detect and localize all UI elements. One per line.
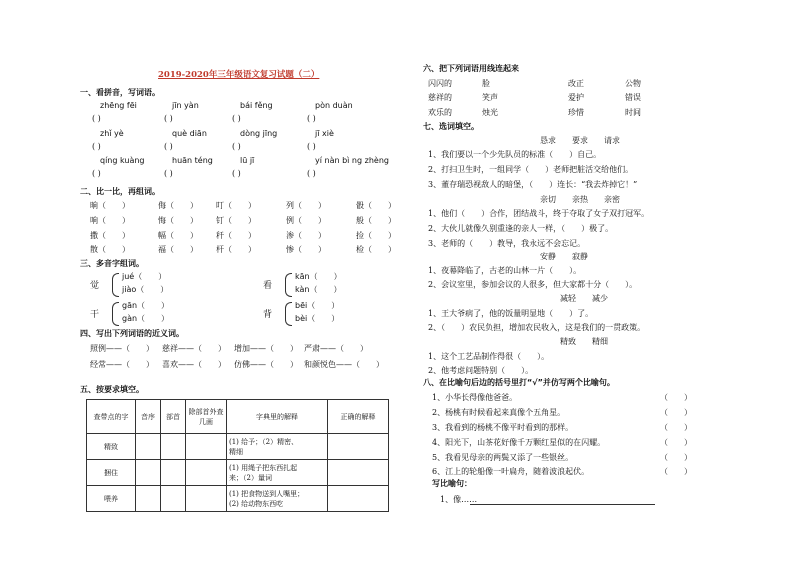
answer-blank[interactable]: ( ): [307, 169, 316, 178]
table-cell-word: 捆住: [87, 460, 136, 486]
compare-item: 渗（ ）: [286, 231, 326, 240]
polyphone-reading: jué（ ）: [122, 272, 167, 281]
table-cell-definition: (1) 给予；（2）精密、 精细: [227, 434, 328, 460]
section-8-heading: 八、在比喻句后边的括号里打“√”并仿写两个比喻句。: [423, 378, 615, 387]
pinyin-prompt: huān téng: [172, 156, 213, 165]
word-choices: 精致 精细: [560, 337, 608, 346]
answer-blank[interactable]: ( ): [92, 114, 101, 123]
compare-item: 叮（ ）: [216, 201, 256, 210]
check-blank[interactable]: （ ）: [660, 423, 692, 432]
table-cell-blank[interactable]: [136, 434, 161, 460]
metaphor-sentence: 1、小华长得像他爸爸。: [432, 393, 518, 402]
pinyin-prompt: lū jī: [240, 156, 255, 165]
fill-sentence: 1、王大爷病了，他的饭量明显地（ ）了。: [428, 309, 594, 318]
table-cell-blank[interactable]: [136, 460, 161, 486]
table-header: 部首: [161, 400, 186, 434]
pinyin-prompt: jīn yàn: [172, 101, 199, 110]
check-blank[interactable]: （ ）: [660, 467, 692, 476]
compare-item: 侮（ ）: [158, 201, 198, 210]
table-cell-blank[interactable]: [328, 434, 389, 460]
polyphone-char: 干: [90, 310, 100, 320]
compare-item: 般（ ）: [356, 216, 396, 225]
polyphone-reading: jiào（ ）: [122, 285, 169, 294]
answer-blank[interactable]: ( ): [164, 169, 173, 178]
pinyin-prompt: bái fěng: [240, 101, 273, 110]
answer-blank[interactable]: ( ): [164, 142, 173, 151]
section-3-heading: 三、多音字组词。: [80, 259, 144, 268]
compare-item: 捡（ ）: [356, 231, 396, 240]
table-row: [87, 460, 389, 486]
table-cell-definition: (1) 用绳子把东西扎起 来；（2）量词: [227, 460, 328, 486]
table-cell-blank[interactable]: [186, 434, 227, 460]
table-row: [87, 434, 389, 460]
compare-item: 例（ ）: [286, 216, 326, 225]
matching-word[interactable]: 公物: [625, 79, 641, 88]
section-5-heading: 五、按要求填空。: [80, 385, 144, 394]
answer-blank[interactable]: ( ): [307, 114, 316, 123]
check-blank[interactable]: （ ）: [660, 438, 692, 447]
write-metaphor-heading: 写比喻句：: [432, 479, 472, 488]
compare-item: 惨（ ）: [286, 245, 326, 254]
section-2-heading: 二、比一比，再组词。: [80, 187, 160, 196]
fill-sentence: 1、这个工艺品制作得很（ ）。: [428, 352, 550, 361]
answer-blank[interactable]: ( ): [92, 169, 101, 178]
synonym-item: 严肃——（ ）: [304, 344, 368, 353]
metaphor-sentence: 4、阳光下，山茶花好像千万颗红星似的在闪耀。: [432, 438, 606, 447]
table-cell-blank[interactable]: [136, 486, 161, 512]
table-cell-blank[interactable]: [328, 486, 389, 512]
metaphor-sentence: 2、杨桃有时候看起来真像个五角星。: [432, 408, 566, 417]
answer-blank[interactable]: ( ): [232, 142, 241, 151]
fill-sentence: 2、（ ）农民负担，增加农民收入，这是我们的一贯政策。: [428, 323, 646, 332]
brace-icon: [112, 273, 119, 297]
check-blank[interactable]: （ ）: [660, 453, 692, 462]
matching-word[interactable]: 改正: [568, 79, 584, 88]
word-choices: 亲切 亲热 亲密: [540, 195, 620, 204]
pinyin-prompt: qíng kuàng: [100, 156, 145, 165]
pinyin-prompt: què diān: [172, 129, 207, 138]
metaphor-sentence: 6、江上的轮船像一叶扁舟，随着波浪起伏。: [432, 467, 590, 476]
matching-word[interactable]: 脸: [482, 79, 490, 88]
compare-item: 杆（ ）: [216, 245, 256, 254]
table-cell-blank[interactable]: [161, 434, 186, 460]
brace-icon: [112, 302, 119, 326]
write-metaphor-line[interactable]: [470, 504, 655, 505]
word-choices: 恳求 要求 请求: [540, 136, 620, 145]
matching-word[interactable]: 笑声: [482, 93, 498, 102]
matching-word[interactable]: 错误: [625, 93, 641, 102]
fill-sentence: 2、会议室里，参加会议的人很多，但大家都十分（ ）。: [428, 280, 638, 289]
table-header: 正确的解释: [328, 400, 389, 434]
polyphone-reading: bēi（ ）: [295, 301, 340, 310]
page-title: 2019-2020年三年级语文复习试题（二）: [158, 70, 320, 80]
table-cell-blank[interactable]: [161, 486, 186, 512]
synonym-item: 增加——（ ）: [234, 344, 298, 353]
section-4-heading: 四、写出下列词语的近义词。: [80, 329, 184, 338]
fill-sentence: 2、打扫卫生时，一组同学（ ）老师把脏活交给他们。: [428, 165, 634, 174]
dictionary-table: [86, 399, 389, 512]
compare-item: 骰（ ）: [356, 201, 396, 210]
brace-icon: [285, 273, 292, 297]
pinyin-prompt: yí nàn bì ng zhèng: [315, 156, 389, 165]
fill-sentence: 2、大伙儿就像久别重逢的亲人一样，（ ）极了。: [428, 224, 614, 233]
matching-word[interactable]: 烛光: [482, 108, 498, 117]
polyphone-char: 觉: [90, 281, 100, 291]
compare-item: 秆（ ）: [216, 231, 256, 240]
polyphone-char: 看: [263, 281, 273, 291]
fill-sentence: 3、老师的（ ）教导，我永远不会忘记。: [428, 239, 586, 248]
matching-word[interactable]: 慈祥的: [428, 93, 452, 102]
check-blank[interactable]: （ ）: [660, 408, 692, 417]
table-cell-blank[interactable]: [186, 460, 227, 486]
table-cell-word: 精致: [87, 434, 136, 460]
section-1-heading: 一、看拼音，写词语。: [80, 88, 160, 97]
compare-item: 检（ ）: [356, 245, 396, 254]
table-header: 除部首外查几画: [186, 400, 227, 434]
table-row: [87, 486, 389, 512]
synonym-item: 慈祥——（ ）: [162, 344, 226, 353]
polyphone-char: 背: [263, 310, 273, 320]
table-header: 音序: [136, 400, 161, 434]
word-choices: 安静 寂静: [540, 252, 588, 261]
table-header: 查带点的字: [87, 400, 136, 434]
polyphone-reading: kān（ ）: [295, 272, 342, 281]
pinyin-prompt: zhǐ yè: [100, 129, 124, 138]
compare-item: 响（ ）: [90, 216, 130, 225]
pinyin-prompt: pòn duàn: [315, 101, 353, 110]
write-metaphor-prefix: 1、像……: [440, 495, 478, 504]
metaphor-sentence: 5、我看见母亲的两鬓又添了一些银丝。: [432, 453, 574, 462]
table-cell-blank[interactable]: [161, 460, 186, 486]
check-blank[interactable]: （ ）: [660, 393, 692, 402]
matching-word[interactable]: 珍惜: [568, 108, 584, 117]
section-7-heading: 七、选词填空。: [423, 122, 479, 131]
synonym-item: 照例——（ ）: [90, 344, 154, 353]
compare-item: 幅（ ）: [158, 231, 198, 240]
section-6-heading: 六、把下列词语用线连起来: [423, 64, 519, 73]
table-header: 字典里的解释: [227, 400, 328, 434]
synonym-item: 经常——（ ）: [90, 360, 154, 369]
compare-item: 列（ ）: [286, 201, 326, 210]
fill-sentence: 3、董存瑞恐视敌人的暗堡，（ ）连长：“我去炸掉它！”: [428, 180, 638, 189]
fill-sentence: 2、他考虑问题特别（ ）。: [428, 366, 534, 375]
answer-blank[interactable]: ( ): [92, 142, 101, 151]
compare-item: 福（ ）: [158, 245, 198, 254]
compare-item: 悔（ ）: [158, 216, 198, 225]
table-cell-blank[interactable]: [328, 460, 389, 486]
matching-word[interactable]: 爱护: [568, 93, 584, 102]
answer-blank[interactable]: ( ): [164, 114, 173, 123]
matching-word[interactable]: 时间: [625, 108, 641, 117]
compare-item: 撒（ ）: [90, 231, 130, 240]
table-cell-definition: (1) 把食物送到人嘴里； (2) 给动物东西吃: [227, 486, 328, 512]
word-choices: 减轻 减少: [560, 294, 608, 303]
answer-blank[interactable]: ( ): [232, 169, 241, 178]
polyphone-reading: gān（ ）: [122, 301, 170, 310]
matching-word[interactable]: 闪闪的: [428, 79, 452, 88]
compare-item: 散（ ）: [90, 245, 130, 254]
metaphor-sentence: 3、我看到的杨桃不像平时看到的那样。: [432, 423, 574, 432]
pinyin-prompt: dòng jīng: [240, 129, 278, 138]
table-cell-word: 喂养: [87, 486, 136, 512]
fill-sentence: 1、他们（ ）合作，团结战斗，终于夺取了女子双打冠军。: [428, 209, 650, 218]
answer-blank[interactable]: ( ): [307, 142, 316, 151]
pinyin-prompt: jī xiè: [315, 129, 334, 138]
compare-item: 钉（ ）: [216, 216, 256, 225]
synonym-item: 和颜悦色——（ ）: [304, 360, 384, 369]
polyphone-reading: gàn（ ）: [122, 314, 170, 323]
fill-sentence: 1、我们要以一个少先队员的标准（ ）自己。: [428, 150, 602, 159]
pinyin-prompt: zhēng fēi: [100, 101, 137, 110]
table-cell-blank[interactable]: [186, 486, 227, 512]
brace-icon: [285, 302, 292, 326]
answer-blank[interactable]: ( ): [232, 114, 241, 123]
polyphone-reading: bèi（ ）: [295, 314, 340, 323]
synonym-item: 喜欢——（ ）: [162, 360, 226, 369]
synonym-item: 仿佛——（ ）: [234, 360, 298, 369]
polyphone-reading: kàn（ ）: [295, 285, 342, 294]
matching-word[interactable]: 欢乐的: [428, 108, 452, 117]
fill-sentence: 1、夜幕降临了，古老的山林一片（ ）。: [428, 266, 582, 275]
compare-item: 晌（ ）: [90, 201, 130, 210]
